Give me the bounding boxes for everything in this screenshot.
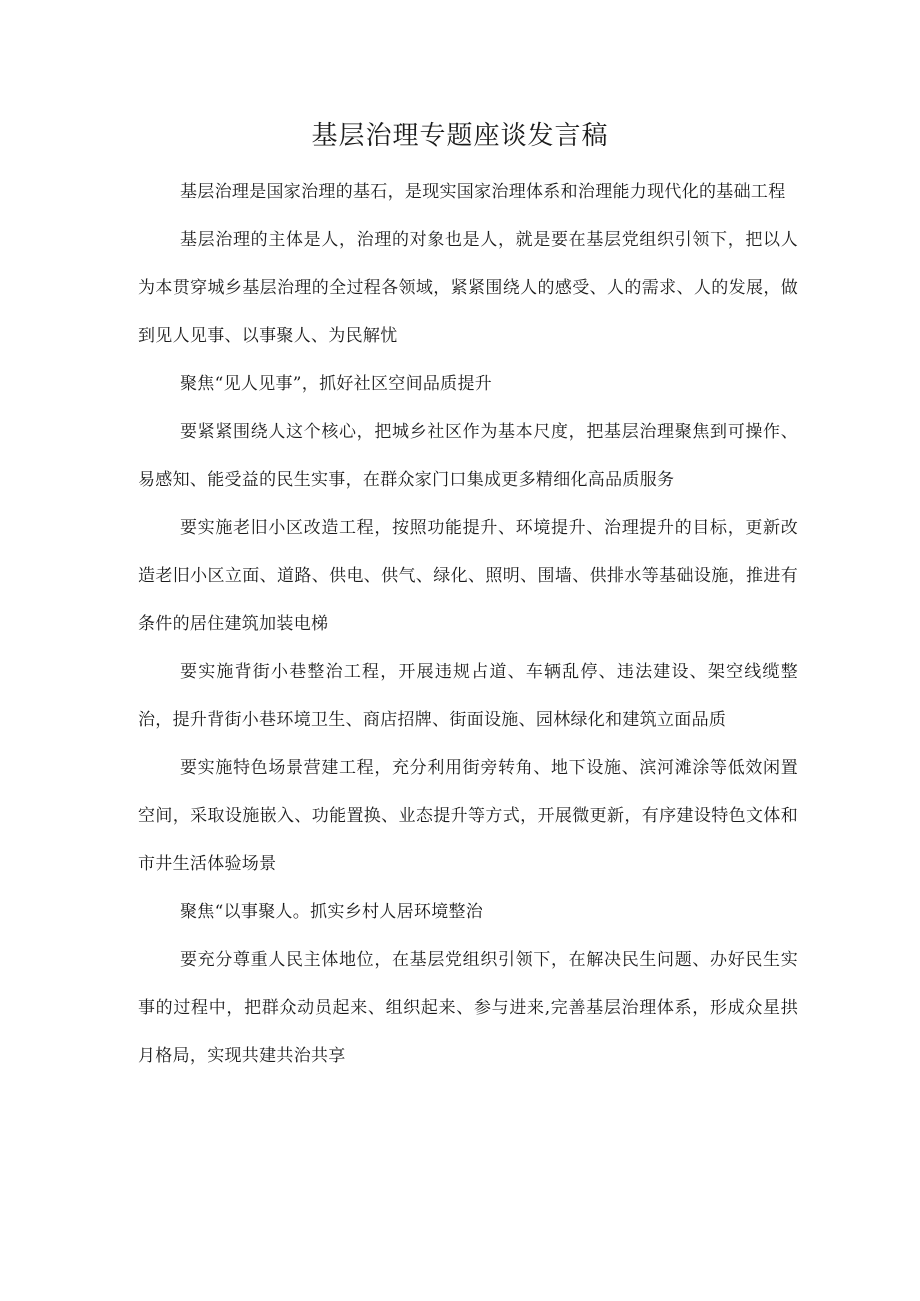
paragraph-6: 要实施特色场景营建工程，充分利用街旁转角、地下设施、滨河滩涂等低效闲置空间，采取设施嵌入、功能置换、业态提升等方式，开展微更新，有序建设特色文体和市井生活体验场景 [138, 758, 798, 874]
paragraph-5: 要实施背街小巷整治工程，开展违规占道、车辆乱停、违法建设、架空线缆整治，提升背街小巷环境卫生、商店招牌、街面设施、园林绿化和建筑立面品质 [138, 662, 798, 730]
paragraph-1: 基层治理是国家治理的基石，是现实国家治理体系和治理能力现代化的基础工程 [180, 182, 786, 202]
paragraph-7: 要充分尊重人民主体地位，在基层党组织引领下，在解决民生问题、办好民生实事的过程中，把群众动员起来、组织起来、参与进来,完善基层治理体系，形成众星拱月格局，实现共建共治共享 [138, 950, 798, 1066]
document-title: 基层治理专题座谈发言稿 [311, 121, 609, 151]
section-heading-1: 聚焦“见人见事”，抓好社区空间品质提升 [180, 374, 493, 394]
section-heading-2: 聚焦“以事聚人。抓实乡村人居环境整治 [180, 902, 484, 922]
paragraph-3: 要紧紧围绕人这个核心，把城乡社区作为基本尺度，把基层治理聚焦到可操作、易感知、能受益的民生实事，在群众家门口集成更多精细化高品质服务 [138, 422, 798, 490]
document-body [138, 168, 798, 1080]
paragraph-2: 基层治理的主体是人，治理的对象也是人，就是要在基层党组织引领下，把以人为本贯穿城乡基层治理的全过程各领域，紧紧围绕人的感受、人的需求、人的发展，做到见人见事、以事聚人、为民解忧 [138, 230, 798, 346]
paragraph-4: 要实施老旧小区改造工程，按照功能提升、环境提升、治理提升的目标，更新改造老旧小区立面、道路、供电、供气、绿化、照明、围墙、供排水等基础设施，推进有条件的居住建筑加装电梯 [138, 518, 798, 634]
